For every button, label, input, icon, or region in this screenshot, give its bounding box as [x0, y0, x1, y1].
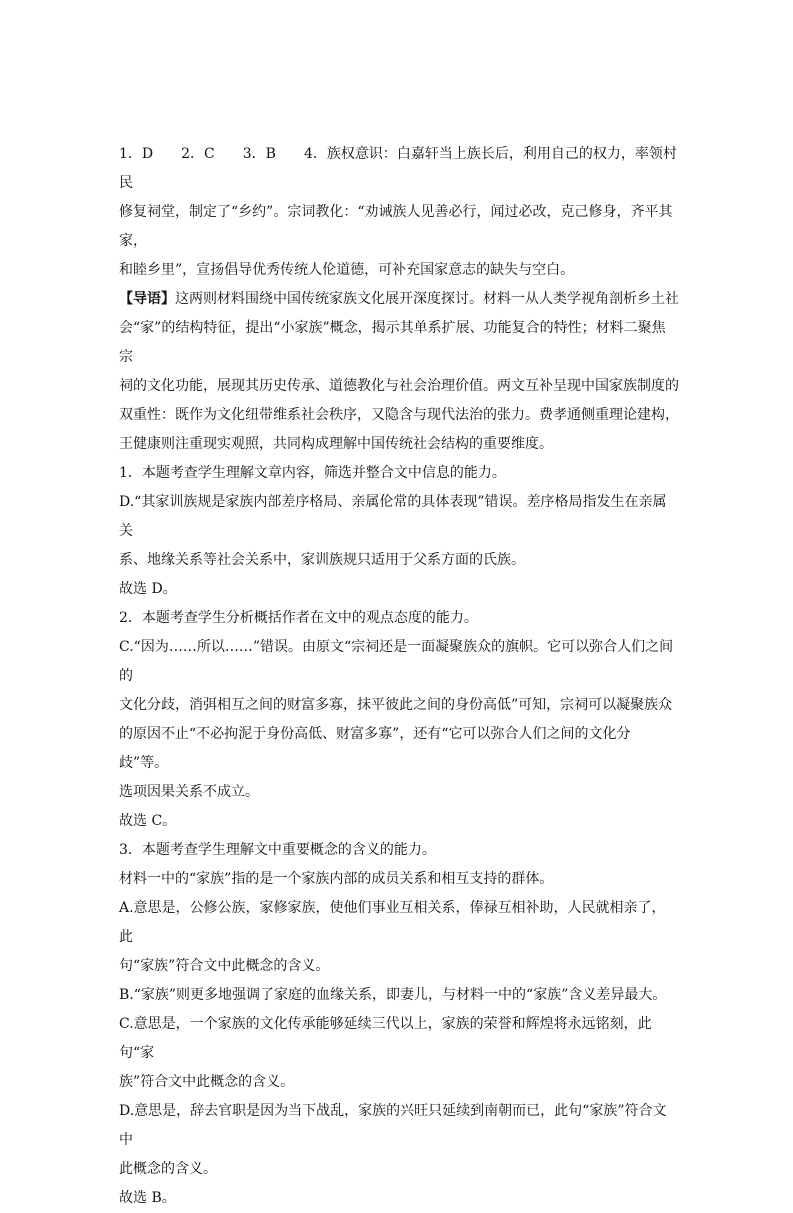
- q2-line-3: 的原因不止“不必拘泥于身份高低、财富多寡”，还有“它可以弥合人们之间的文化分歧”等。: [119, 726, 631, 771]
- answer-2: 2．C: [181, 146, 215, 162]
- guide-text: 这两则材料围绕中国传统家族文化展开深度探讨。材料一从人类学视角剖析乡土社: [175, 291, 679, 307]
- answer-1: 1．D: [119, 146, 154, 162]
- q2-line-1: C.“因为……所以……”错误。由原文“宗祠还是一面凝聚族众的旗帜。它可以弥合人们之间的: [119, 639, 674, 684]
- q1-line-1: D.“其家训族规是家族内部差序格局、亲属伦常的具体表现”错误。差序格局指发生在亲属关: [119, 494, 667, 539]
- q2-heading: 2．本题考查学生分析概括作者在文中的观点态度的能力。: [119, 610, 478, 626]
- guide-line-3: 祠的文化功能，展现其历史传承、道德教化与社会治理价值。两文互补呈现中国家族制度的: [119, 378, 679, 394]
- answer-3: 3．B: [242, 146, 276, 162]
- q2-line-4: 选项因果关系不成立。: [119, 784, 259, 800]
- q1-heading: 1．本题考查学生理解文章内容，筛选并整合文中信息的能力。: [119, 465, 506, 481]
- answer-4-line-1: 4．族权意识：白嘉轩当上族长后，利用自己的权力，率领村民: [119, 146, 677, 191]
- q3-line-6: 族”符合文中此概念的含义。: [119, 1074, 295, 1090]
- q3-line-8: 此概念的含义。: [119, 1161, 217, 1177]
- answer-4-line-2: 修复祠堂，制定了“乡约”。宗词教化：“劝诫族人见善必行，闻过必改，克己修身，齐平其家，: [119, 204, 673, 249]
- q2-line-2: 文化分歧，消弭相互之间的财富多寡，抹平彼此之间的身份高低”可知，宗祠可以凝聚族众: [119, 697, 673, 713]
- guide-line-4: 双重性：既作为文化纽带维系社会秩序，又隐含与现代法治的张力。费孝通侧重理论建构，: [119, 407, 679, 423]
- q3-line-7: D.意思是，辞去官职是因为当下战乱，家族的兴旺只延续到南朝而已，此句“家族”符合文中: [119, 1103, 667, 1148]
- answer-4-line-3: 和睦乡里”，宣扬倡导优秀传统人伦道德，可补充国家意志的缺失与空白。: [119, 262, 575, 278]
- q3-heading: 3．本题考查学生理解文中重要概念的含义的能力。: [119, 842, 436, 858]
- guide-label: 【导语】: [119, 291, 175, 307]
- q3-choice: 故选 B。: [119, 1190, 176, 1206]
- q1-choice: 故选 D。: [119, 581, 177, 597]
- q3-line-1: 材料一中的“家族”指的是一个家族内部的成员关系和相互支持的群体。: [119, 871, 554, 887]
- q3-line-3: 句“家族”符合文中此概念的含义。: [119, 958, 330, 974]
- answer-explanation-body: [119, 140, 679, 1213]
- q1-line-2: 系、地缘关系等社会关系中，家训族规只适用于父系方面的氏族。: [119, 552, 525, 568]
- answer-key-line: [119, 140, 679, 198]
- guide-line-5: 王健康则注重现实观照，共同构成理解中国传统社会结构的重要维度。: [119, 436, 553, 452]
- guide-line-1: [119, 285, 679, 314]
- q3-line-4: B.“家族”则更多地强调了家庭的血缘关系，即妻儿，与材料一中的“家族”含义差异最大。: [119, 987, 667, 1003]
- q3-line-2: A.意思是，公修公族，家修家族，使他们事业互相关系，俸禄互相补助，人民就相亲了，此: [119, 900, 666, 945]
- guide-line-2: 会“家”的结构特征，提出“小家族”概念，揭示其单系扩展、功能复合的特性；材料二聚焦宗: [119, 320, 666, 365]
- q3-line-5: C.意思是，一个家族的文化传承能够延续三代以上，家族的荣誉和辉煌将永远铭刻，此句“家: [119, 1016, 652, 1061]
- q2-choice: 故选 C。: [119, 813, 177, 829]
